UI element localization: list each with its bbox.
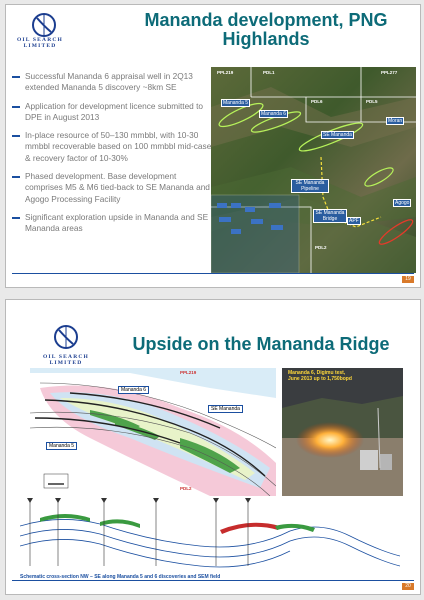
label-pdl1: PDL1 <box>263 70 275 75</box>
label-agogo: Agogo <box>395 200 410 206</box>
satellite-map <box>211 67 416 273</box>
structure-map-image <box>30 368 276 496</box>
slide-mananda-development <box>5 4 421 288</box>
label-pdl2: PDL2 <box>315 245 327 250</box>
label-se-mananda: SE Mananda <box>323 132 352 138</box>
label-se-mananda-bridge: SE Mananda Bridge <box>313 209 347 223</box>
terrain-image <box>211 67 416 273</box>
page-number: 19 <box>402 276 414 283</box>
label-pdl2: PDL2 <box>180 486 192 491</box>
title-line-2: Highlands <box>222 29 310 49</box>
label-mananda-5: Mananda 5 <box>46 442 77 450</box>
label-se-mananda-pipeline: SE Mananda Pipeline <box>291 179 329 193</box>
label-mananda-5: Mananda 5 <box>223 100 249 106</box>
footer-rule <box>12 580 414 581</box>
bullet-item: Significant exploration upside in Mananda and SE Mananda areas <box>12 212 212 235</box>
label-mananda-6: Mananda 6 <box>118 386 149 394</box>
photo-caption <box>288 370 400 382</box>
logo-text: OIL SEARCH LIMITED <box>42 354 90 366</box>
footer-rule <box>12 273 414 274</box>
photo-image <box>282 368 403 496</box>
bullet-item: Successful Mananda 6 appraisal well in 2Q13 extended Mananda 5 discovery ~8km SE <box>12 71 212 94</box>
label-ppl219: PPL219 <box>217 70 234 75</box>
label-apf: APF <box>349 218 359 224</box>
title-line-1: Mananda development, PNG <box>144 10 388 30</box>
contour-map <box>30 368 276 496</box>
flare-test-photo <box>282 368 403 496</box>
label-moran: Moran <box>388 118 403 124</box>
bullet-item: Phased development. Base development comprises M5 & M6 tied-back to SE Mananda and Agogo Processing Facility <box>12 171 212 205</box>
bullet-item: In-place resource of 50–130 mmbbl, with 10-30 mmbbl recoverable based on 100 mmbbl mid-case & recovery factor of 10-30% <box>12 130 212 164</box>
bullet-item: Application for development licence submitted to DPE in August 2013 <box>12 101 212 124</box>
label-se-mananda: SE Mananda <box>208 405 243 413</box>
page-number: 20 <box>402 583 414 590</box>
label-pdl5: PDL5 <box>366 99 378 104</box>
label-ppl277: PPL277 <box>381 70 398 75</box>
label-mananda-6: Mananda 6 <box>261 111 287 117</box>
slide-mananda-ridge <box>5 299 421 595</box>
photo-caption-line-2: June 2013 up to 1,750bopd <box>288 376 352 382</box>
slide-title <box>116 11 416 49</box>
photo-caption-line-1: Mananda 6, Digimu test, <box>288 370 346 376</box>
cross-section-diagram <box>20 496 400 572</box>
label-ppl219: PPL219 <box>180 370 197 375</box>
cross-section-caption: Schematic cross-section NW – SE along Mananda 5 and 6 discoveries and SEM field <box>20 574 221 580</box>
label-pdl6: PDL6 <box>311 99 323 104</box>
bullet-list <box>12 71 212 242</box>
slide-title: Upside on the Mananda Ridge <box>132 334 390 354</box>
logo-text: OIL SEARCH LIMITED <box>16 37 64 49</box>
